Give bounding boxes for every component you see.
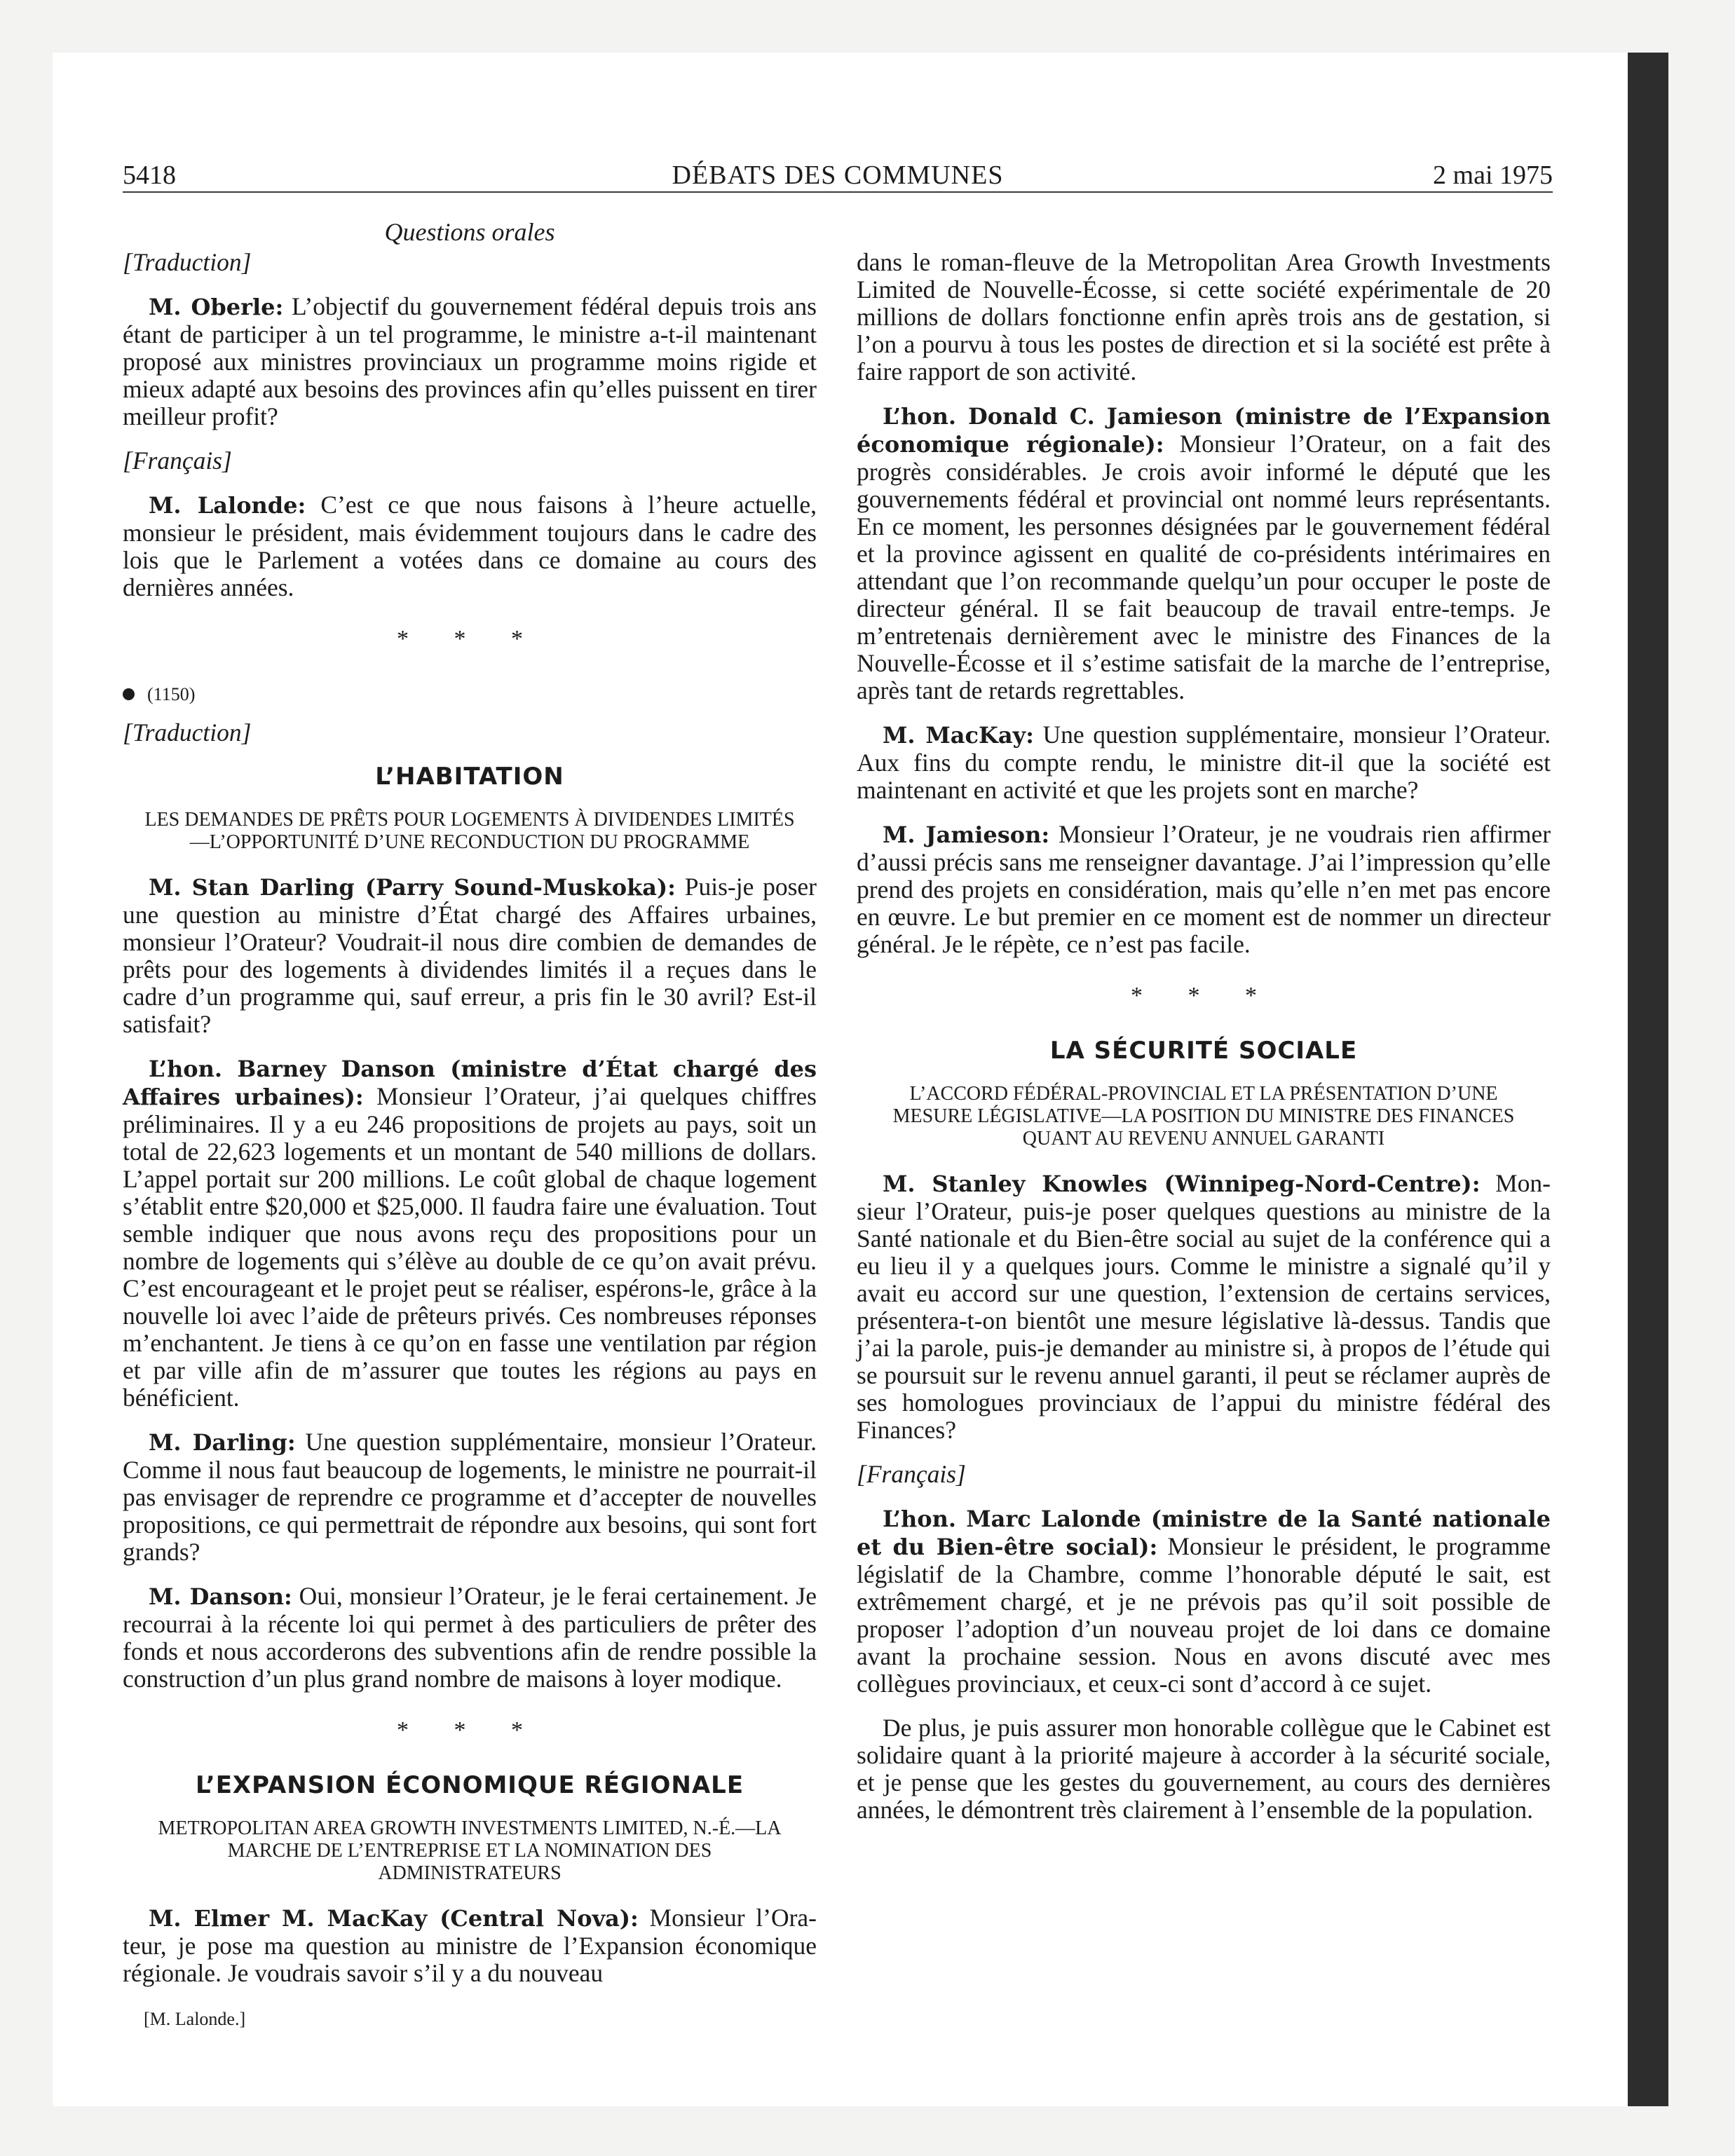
language-note: [Traduction] bbox=[123, 248, 252, 276]
speech-paragraph bbox=[123, 1904, 817, 1987]
speech-paragraph bbox=[123, 491, 817, 601]
speech-text: Monsieur l’Orateur, puis-je poser quelques questions au ministre de la Santé nationale et du Bien-être social au sujet de la conférence qui a eu lieu il y a quelques jours. Comme le ministre a signalé qu’il y avait eu accord sur une question, l’extension de certains services, présentera-t-on bientôt une mesure législative là-dessus. Tandis que j’ai la parole, puis-je demander au ministre si, à propos de l’étude qui se poursuit sur le revenu annuel garanti, il peut se réclamer auprès de ses homologues provinciaux de l’appui du ministre fédéral des Finances? bbox=[857, 1169, 1551, 1444]
speech-paragraph bbox=[857, 721, 1551, 804]
speech-text: L’objectif du gouvernement fédéral depuis trois ans étant de participer à un tel programme, le ministre a-t-il maintenant proposé aux ministres provinciaux un programme moins rigide et mieux adapté aux besoins des provinces afin qu’elles puissent en tirer meilleur profit? bbox=[123, 292, 817, 430]
section-title: L’HABITATION bbox=[375, 763, 564, 791]
section-topic: METROPOLITAN AREA GROWTH INVESTMENTS LIMITED, N.-É.—LA MARCHE DE L’ENTREPRISE ET LA NOMINATION DES ADMINISTRATEURS bbox=[158, 1817, 782, 1884]
header-rule bbox=[123, 191, 1553, 193]
language-note: [Français] bbox=[857, 1460, 966, 1488]
speech-paragraph bbox=[857, 1714, 1551, 1824]
speech-paragraph bbox=[857, 1505, 1551, 1698]
speaker-name: L’hon. Donald C. Jamieson (ministre de l’Expansion économique régionale): bbox=[857, 403, 1551, 458]
speech-paragraph bbox=[857, 249, 1551, 386]
speaker-name: M. Oberle: bbox=[149, 294, 284, 320]
section-subheading: Questions orales bbox=[384, 218, 555, 246]
speech-text: dans le roman-fleuve de la Metropolitan Area Growth Investments Limited de Nouvelle-Écosse, si cette société expérimentale de 20 millions de dollars fonctionne enfin après trois ans de gestation, si l’on a pourvu à tous les postes de direction et si la société est prête à faire rapport de son activité. bbox=[857, 248, 1551, 386]
section-title: LA SÉCURITÉ SOCIALE bbox=[1049, 1037, 1358, 1065]
speech-paragraph bbox=[123, 1055, 817, 1412]
bullet-icon bbox=[123, 688, 135, 700]
speech-paragraph bbox=[857, 821, 1551, 958]
speech-text: Monsieur l’Orateur, je ne voudrais rien affirmer d’aussi précis sans me renseigner davantage. J’ai l’impression qu’elle prend des projets en considération, mais qu’elle n’en met pas encore en œuvre. Le but premier en ce moment est de nommer un directeur général. Je le répète, ce n’est pas facile. bbox=[857, 820, 1551, 958]
speaker-name: M. Stanley Knowles (Winnipeg-Nord-Centre): bbox=[883, 1171, 1481, 1197]
page-number: 5418 bbox=[123, 161, 176, 190]
speech-text: Monsieur l’Orateur, j’ai quelques chiffres préliminaires. Il y a eu 246 propositions de projets au pays, soit un total de 22,623 logements et un montant de 540 millions de dollars. L’appel portait sur 200 millions. Le coût global de chaque logement s’établit entre $20,000 et $25,000. Il faudra faire une évaluation. Tout semble indiquer que nous avons reçu des propositions pour un nombre de logements qui s’élève au double de ce qu’on avait prévu. C’est encourageant et le projet peut se réaliser, espérons-le, grâce à la nouvelle loi avec l’aide de prêteurs privés. Ces nombreuses réponses m’enchantent. Je tiens à ce qu’on en fasse une ventilation par région et par ville afin de m’assurer que toutes les régions au pays en bénéficient. bbox=[123, 1082, 817, 1412]
speaker-name: L’hon. Marc Lalonde (ministre de la Santé nationale et du Bien-être social): bbox=[857, 1506, 1551, 1560]
section-separator: * * * bbox=[397, 626, 543, 652]
speaker-name: M. Lalonde: bbox=[149, 492, 306, 519]
language-note: [Français] bbox=[123, 446, 232, 475]
issue-date: 2 mai 1975 bbox=[1433, 161, 1553, 190]
time-marker bbox=[123, 681, 817, 708]
page-header bbox=[123, 158, 1553, 192]
speaker-name: L’hon. Barney Danson (ministre d’État chargé des Affaires urbaines): bbox=[123, 1056, 817, 1110]
speech-paragraph bbox=[123, 293, 817, 430]
speech-text: Monsieur le président, le programme législatif de la Chambre, comme l’honorable député le sait, est extrêmement chargé, et je ne prévois pas qu’il soit possible de proposer l’adoption d’un nouveau projet de loi dans ce domaine avant la prochaine session. Nous en avons discuté avec mes collègues provinciaux, et ceux-ci sont d’accord à ce sujet. bbox=[857, 1532, 1551, 1698]
page-footnote: [M. Lalonde.] bbox=[144, 2009, 246, 2029]
speech-paragraph bbox=[123, 873, 817, 1038]
section-separator: * * * bbox=[397, 1717, 543, 1743]
speech-text: Une question supplémentaire, monsieur l’Orateur. Aux fins du compte rendu, le ministre dit-il que la société est maintenant en activité et que les projets sont en marche? bbox=[857, 721, 1551, 804]
section-separator: * * * bbox=[1131, 983, 1277, 1009]
speaker-name: M. Darling: bbox=[149, 1429, 296, 1456]
speech-paragraph bbox=[123, 1583, 817, 1693]
speech-text: Une question supplémentaire, monsieur l’Orateur. Comme il nous faut beaucoup de logements, le ministre ne pourrait-il pas envisager de reprendre ce programme et d’accepter de nouvelles propositions, ce qui permettrait de répondre aux besoins, qui sont fort grands? bbox=[123, 1428, 817, 1566]
section-topic: LES DEMANDES DE PRÊTS POUR LOGEMENTS À DIVIDENDES LIMITÉS—L’OPPORTUNITÉ D’UNE RECONDUCTION DU PROGRAMME bbox=[144, 809, 795, 853]
speech-text: C’est ce que nous faisons à l’heure actuelle, monsieur le président, mais évidemment toujours dans le cadre des lois que le Parlement a votées dans ce domaine au cours des dernières années. bbox=[123, 491, 817, 601]
section-topic: L’ACCORD FÉDÉRAL-PROVINCIAL ET LA PRÉSENTATION D’UNE MESURE LÉGISLATIVE—LA POSITION DU MINISTRE DES FINANCES QUANT AU REVENU ANNUEL GARANTI bbox=[892, 1083, 1515, 1149]
speech-paragraph bbox=[857, 402, 1551, 704]
speech-text: Monsieur l’Orateur, je pose ma question au ministre de l’Expansion économique régionale. Je voudrais savoir s’il y a du nouveau bbox=[123, 1904, 817, 1987]
language-note: [Traduction] bbox=[123, 718, 252, 746]
journal-title: DÉBATS DES COMMUNES bbox=[672, 161, 1004, 190]
speaker-name: M. Danson: bbox=[149, 1583, 292, 1610]
time-marker-text: (1150) bbox=[147, 684, 196, 704]
speech-text: Oui, monsieur l’Orateur, je le ferai certainement. Je recourrai à la récente loi qui permet à des particuliers de prêter des fonds et nous accorderons des subventions afin de rendre possible la construction d’un plus grand nombre de maisons à loyer modique. bbox=[123, 1582, 817, 1693]
right-column bbox=[857, 249, 1551, 1841]
speaker-name: M. MacKay: bbox=[883, 722, 1034, 749]
speaker-name: M. Elmer M. MacKay (Central Nova): bbox=[149, 1905, 639, 1932]
speech-text: De plus, je puis assurer mon honorable collègue que le Cabinet est solidaire quant à la priorité majeure à accorder à la sécurité sociale, et je pense que les gestes du gouvernement, au cours des dernières années, le démontrent très clairement à l’ensemble de la population. bbox=[857, 1714, 1551, 1824]
speech-paragraph bbox=[123, 1428, 817, 1566]
speech-text: Monsieur l’Orateur, on a fait des progrès considérables. Je crois avoir informé le député que les gouvernements fédéral et provincial ont nommé leurs représentants. En ce moment, les personnes désignées par le gouvernement fédéral et la province agissent en qualité de co-présidents intérimaires en attendant que l’on recommande quelqu’un pour occuper le poste de directeur général. Il se fait beaucoup de travail entre-temps. Je m’entretenais dernièrement avec le ministre des Finances de la Nouvelle-Écosse et il s’estime satisfait de la marche de l’entreprise, après tant de retards regrettables. bbox=[857, 430, 1551, 704]
speaker-name: M. Jamieson: bbox=[883, 821, 1050, 848]
scan-edge-bar bbox=[1628, 53, 1668, 2106]
left-column bbox=[123, 249, 817, 2033]
speaker-name: M. Stan Darling (Parry Sound-Muskoka): bbox=[149, 874, 676, 901]
speech-text: Puis-je poser une question au ministre d’État chargé des Affaires urbaines, monsieur l’Orateur? Voudrait-il nous dire combien de demandes de prêts pour des logements à dividendes limités il a reçues dans le cadre d’un programme qui, sauf erreur, a pris fin le 30 avril? Est-il satisfait? bbox=[123, 873, 817, 1038]
section-title: L’EXPANSION ÉCONOMIQUE RÉGIONALE bbox=[195, 1771, 744, 1799]
speech-paragraph bbox=[857, 1170, 1551, 1444]
